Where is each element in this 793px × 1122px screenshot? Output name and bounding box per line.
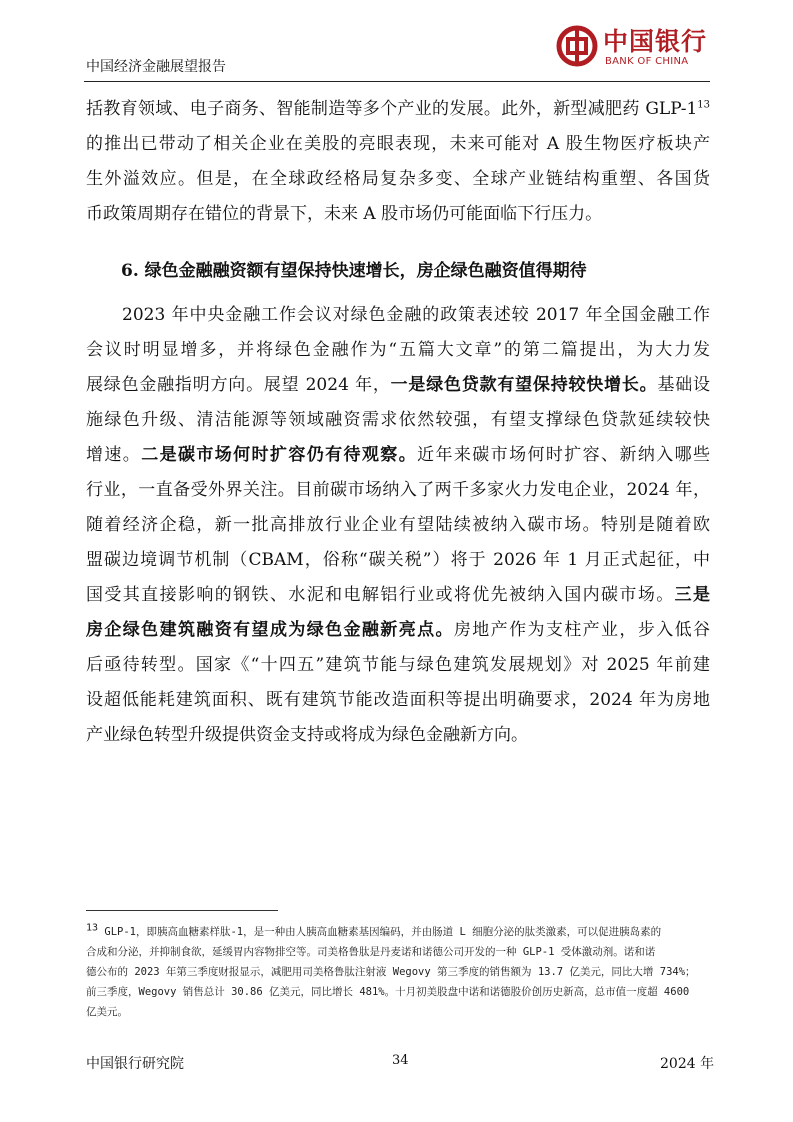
bank-of-china-emblem-icon [555,24,599,68]
paragraph-line: 盟碳边境调节机制（CBAM，俗称“碳关税”）将于 2026 年 1 月正式起征，中 [86,550,710,570]
paragraph-line: 2023 年中央金融工作会议对绿色金融的政策表述较 2017 年全国金融工作 [122,305,710,325]
paragraph-line: 会议时明显增多，并将绿色金融作为“五篇大文章”的第二篇提出，为大力发 [86,340,710,360]
footnote-marker: 13 [86,922,99,934]
paragraph-2 [86,298,710,753]
paragraph-line: 随着经济企稳，新一批高排放行业企业有望陆续被纳入碳市场。特别是随着欧 [86,515,710,535]
header-divider [84,81,710,82]
emphasis-text: 三是 [674,585,711,605]
page-number: 34 [392,1053,409,1068]
text-run: 展绿色金融指明方向。展望 2024 年， [86,375,391,395]
footnote-reference: 13 [697,99,710,111]
paragraph-line: 后亟待转型。国家《“十四五”建筑节能与绿色建筑发展规划》对 2025 年前建 [86,655,710,675]
text-run: 基础设 [657,375,711,395]
paragraph-line: 的推出已带动了相关企业在美股的亮眼表现，未来可能对 A 股生物医疗板块产 [86,134,710,154]
paragraph-line [86,368,710,403]
footnote-line: 前三季度，Wegovy 销售总计 30.86 亿美元，同比增长 481%。十月初美股盘中诺和诺德股价创历史新高，总市值一度超 4600 [86,986,690,998]
paragraph-line: 施绿色升级、清洁能源等领域融资需求依然较强，有望支撑绿色贷款延续较快 [86,410,710,430]
paragraph-line [86,92,710,127]
footer-institute: 中国银行研究院 [86,1056,184,1072]
footer-year: 2024 年 [660,1056,715,1072]
footnote-divider [86,910,278,911]
footnote [86,922,710,1022]
report-title: 中国经济金融展望报告 [86,59,226,75]
paragraph-line: 币政策周期存在错位的背景下，未来 A 股市场仍可能面临下行压力。 [86,204,603,224]
section-heading: 6. 绿色金融融资额有望保持快速增长，房企绿色融资值得期待 [121,261,587,281]
logo-chinese-name: 中国银行 [603,27,708,56]
paragraph-line: 行业，一直备受外界关注。目前碳市场纳入了两千多家火力发电企业，2024 年， [86,480,710,500]
text-run: 增速。 [86,445,142,465]
text-run: 括教育领域、电子商务、智能制造等多个产业的发展。此外，新型减肥药 GLP-1 [86,99,698,119]
emphasis-text: 一是绿色贷款有望保持较快增长。 [390,375,658,395]
footnote-line [86,922,710,942]
paragraph-line: 生外溢效应。但是，在全球政经格局复杂多变、全球产业链结构重塑、各国货 [86,169,710,189]
text-run: 房地产作为支柱产业，步入低谷 [453,620,711,640]
paragraph-line: 设超低能耗建筑面积、既有建筑节能改造面积等提出明确要求，2024 年为房地 [86,690,710,710]
bank-logo [555,20,715,78]
paragraph-line [86,578,710,613]
footnote-line: 德公布的 2023 年第三季度财报显示，减肥用司美格鲁肽注射液 Wegovy 第三季度的销售额为 13.7 亿美元，同比大增 734%； [86,966,696,978]
text-run: GLP-1，即胰高血糖素样肽-1，是一种由人胰高血糖素基因编码，并由肠道 L 细胞分泌的肽类激素，可以促进胰岛素的 [98,926,662,938]
logo-english-name: BANK OF CHINA [605,56,689,67]
text-run: 国受其直接影响的钢铁、水泥和电解铝行业或将优先被纳入国内碳市场。 [86,585,675,605]
footnote-line: 亿美元。 [86,1006,128,1018]
paragraph-line: 产业绿色转型升级提供资金支持或将成为绿色金融新方向。 [86,725,528,745]
paragraph-line [86,438,710,473]
text-run: 近年来碳市场何时扩容、新纳入哪些 [417,445,711,465]
paragraph-line [86,613,710,648]
paragraph-1 [86,92,710,232]
footnote-line: 合成和分泌，并抑制食欲，延缓胃内容物排空等。司美格鲁肽是丹麦诺和诺德公司开发的一种 GLP-1 受体激动剂。诺和诺 [86,946,656,958]
emphasis-text: 房企绿色建筑融资有望成为绿色金融新亮点。 [86,620,454,640]
emphasis-text: 二是碳市场何时扩容仍有待观察。 [141,445,418,465]
